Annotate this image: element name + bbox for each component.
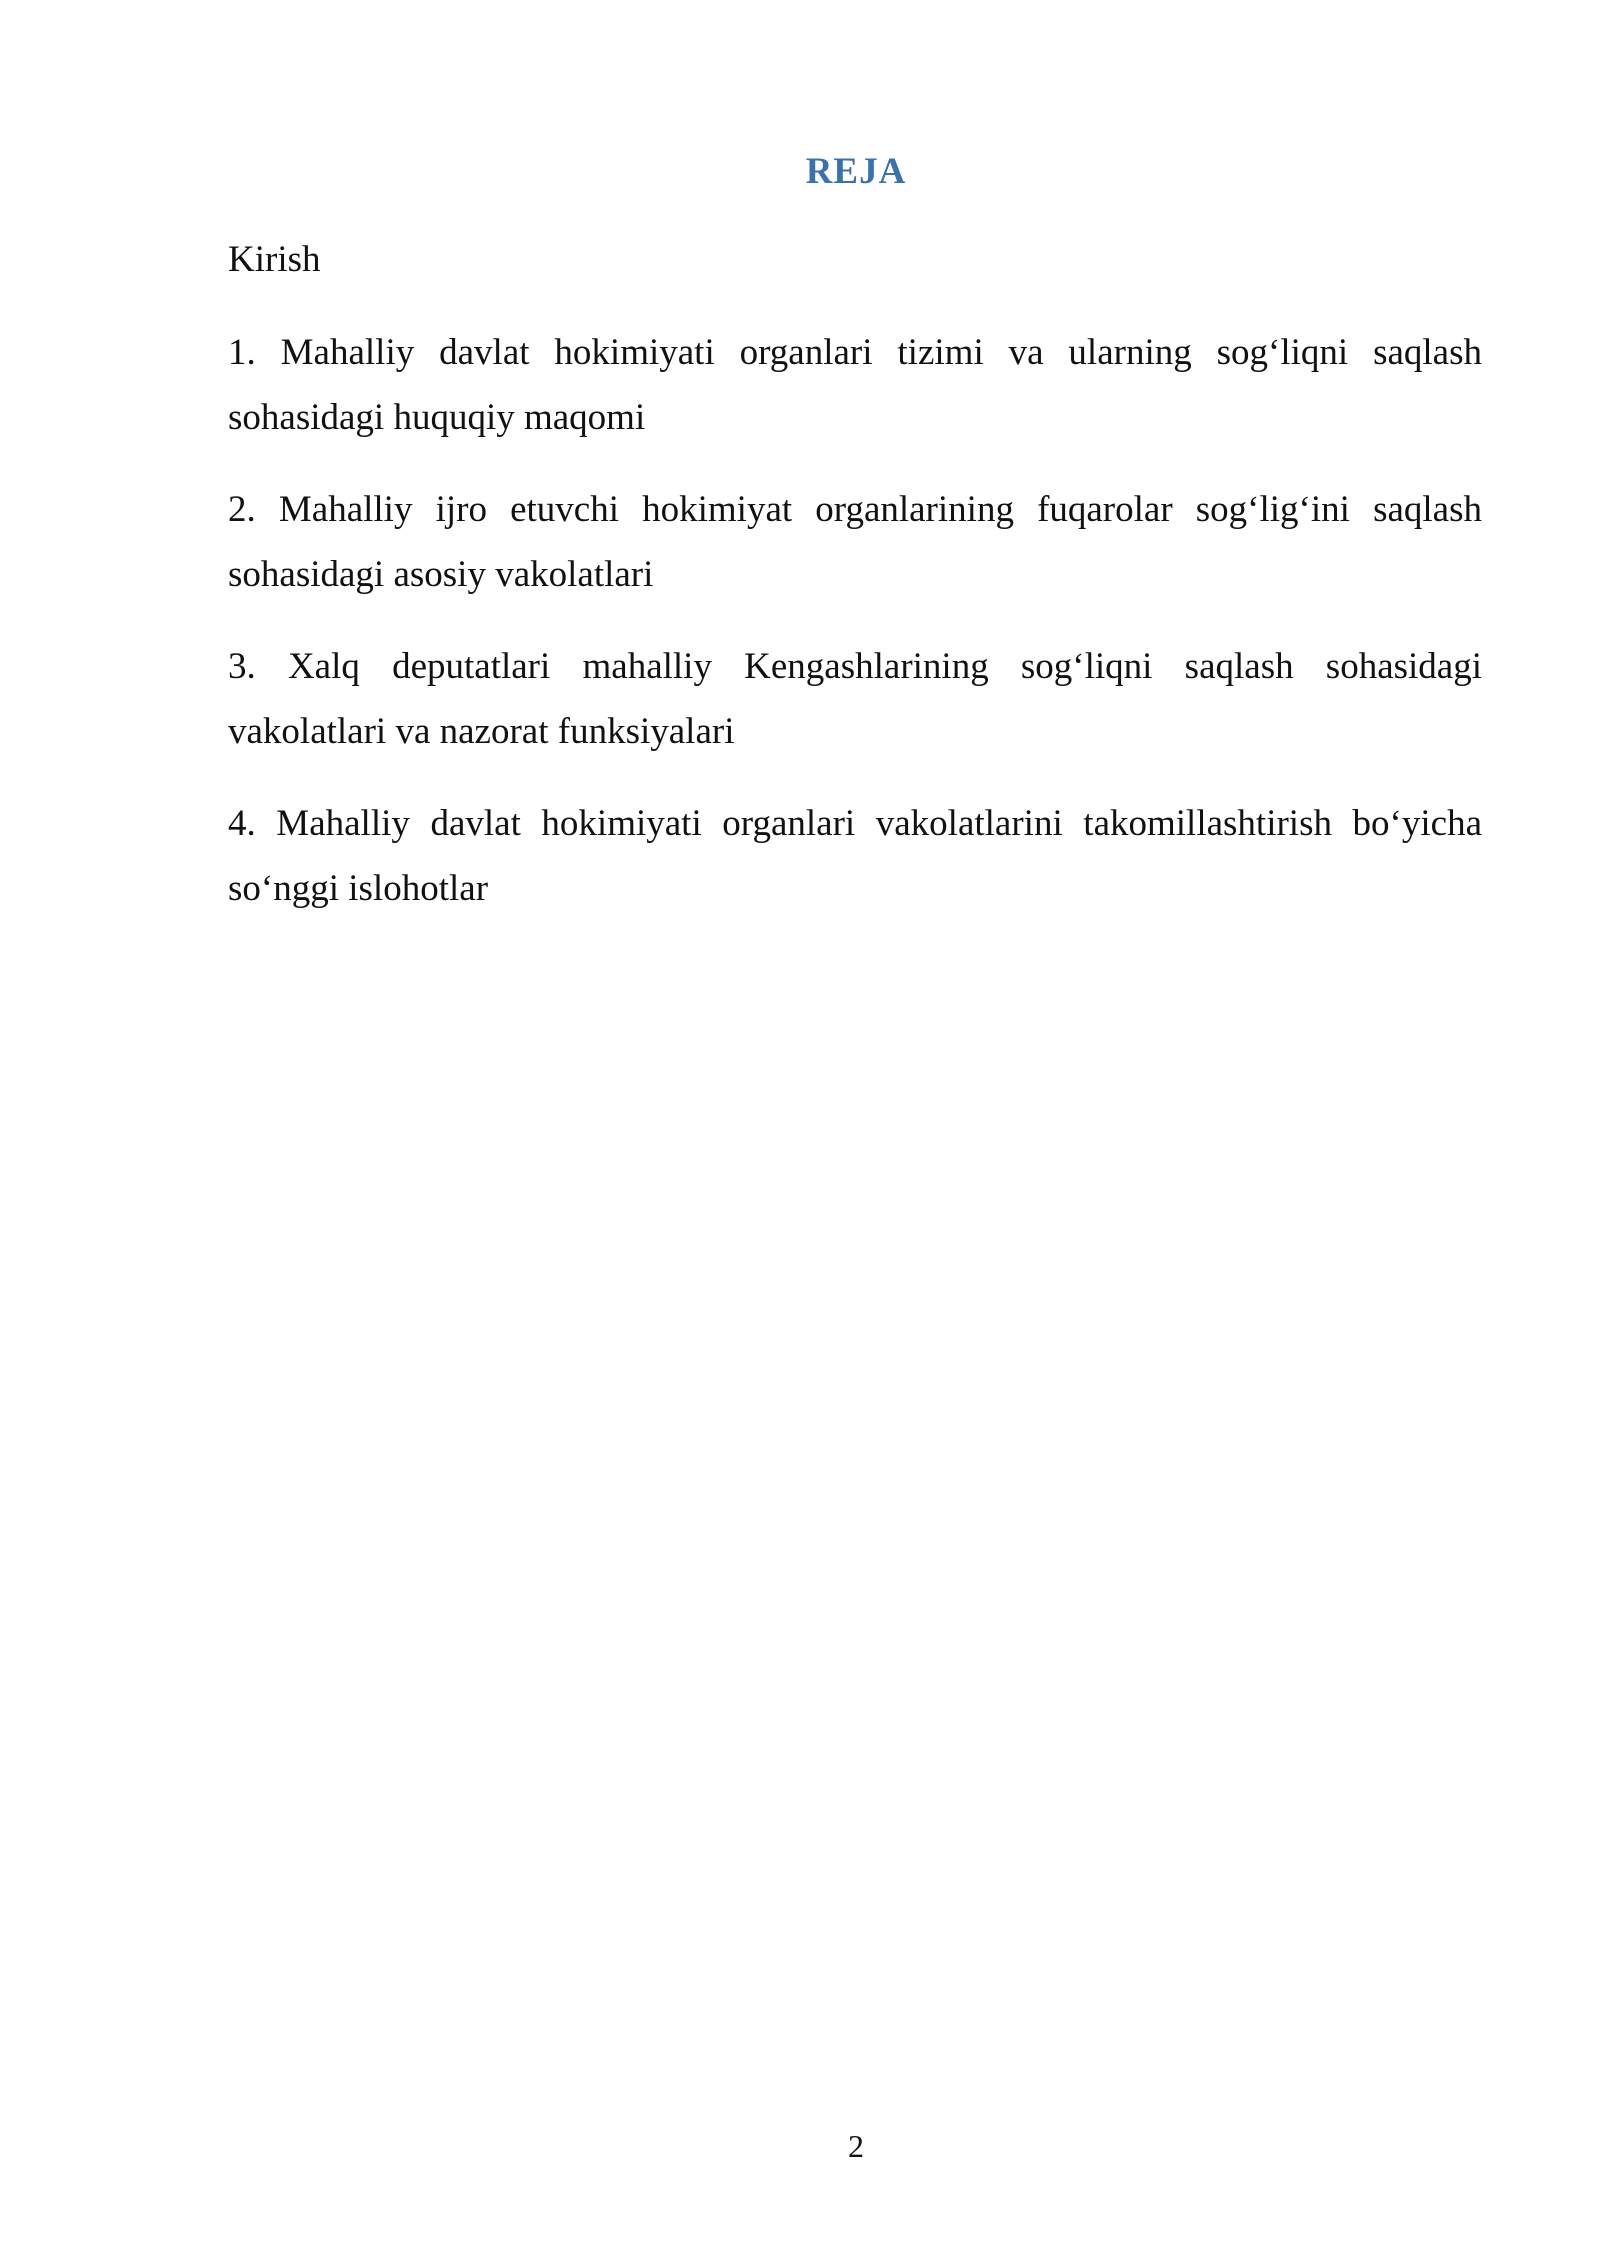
plan-item-1: 1. Mahalliy davlat hokimiyati organlari tizimi va ularning sog‘liqni saqlash sohasidagi huquqiy maqomi [228,332,1482,438]
page-title: REJA [805,151,907,192]
intro-label: Kirish [228,239,321,280]
plan-list [228,320,1482,948]
plan-item-4: 4. Mahalliy davlat hokimiyati organlari vakolatlarini takomillashtirish bo‘yicha so‘nggi islohotlar [228,803,1482,909]
plan-item-3: 3. Xalq deputatlari mahalliy Kengashlarining sog‘liqni saqlash sohasidagi vakolatlari va nazorat funksiyalari [228,646,1482,752]
plan-item-2: 2. Mahalliy ijro etuvchi hokimiyat organlarining fuqarolar sog‘lig‘ini saqlash sohasidagi asosiy vakolatlari [228,489,1482,595]
page-number: 2 [848,2128,864,2164]
